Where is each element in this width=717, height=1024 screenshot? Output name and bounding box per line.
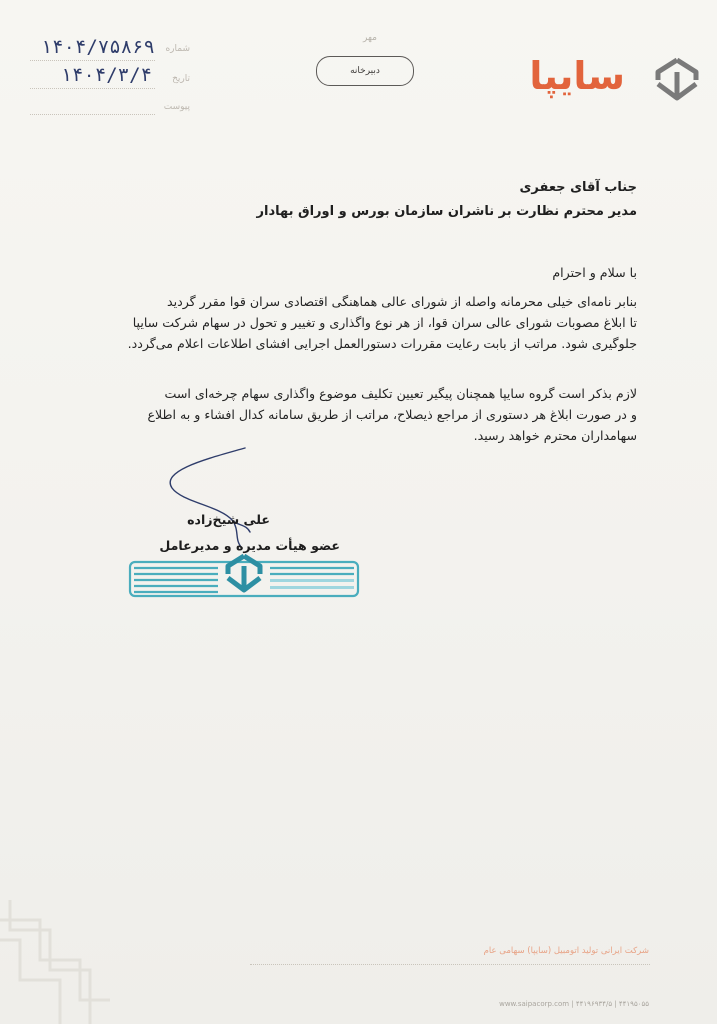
attachment-underline xyxy=(30,114,155,115)
signatory-name: علی شیخ‌زاده xyxy=(187,512,270,527)
letter-number: ۱۴۰۴/۷۵۸۶۹ xyxy=(40,36,155,58)
paragraph-2 xyxy=(57,383,637,446)
letter-date: ۱۴۰۴/۳/۴ xyxy=(60,64,152,86)
company-stamp xyxy=(128,552,360,600)
date-label: تاریخ xyxy=(172,74,190,84)
number-label: شماره xyxy=(165,44,190,54)
seal-caption: مهر xyxy=(363,33,377,43)
company-logo xyxy=(529,48,710,108)
saipa-emblem-icon xyxy=(644,54,710,104)
secretariat-seal: دبیرخانه xyxy=(316,56,414,86)
recipient-title: مدیر محترم نظارت بر ناشران سازمان بورس و اوراق بهادار xyxy=(256,204,637,219)
signatory-title: عضو هیأت مدیره و مدیرعامل xyxy=(159,538,340,553)
ornament-watermark xyxy=(0,900,110,1024)
paragraph-2-line-1: لازم بذکر است گروه سایپا همچنان پیگیر تعیین تکلیف موضوع واگذاری سهام چرخه‌ای است xyxy=(164,386,637,401)
salutation: با سلام و احترام xyxy=(552,265,637,280)
paragraph-1 xyxy=(57,291,637,354)
paragraph-2-line-3: سهامداران محترم خواهد رسید. xyxy=(473,428,637,443)
footer-divider xyxy=(250,964,650,965)
number-underline xyxy=(30,60,155,61)
footer-address: www.saipacorp.com | ۴۴۱۹۶۹۳۴/۵ | ۴۴۱۹۵۰۵۵ xyxy=(499,1000,649,1008)
date-underline xyxy=(30,88,155,89)
paragraph-1-line-2: تا ابلاغ مصوبات شورای عالی سران قوا، از هر نوع واگذاری و تغییر و تحول در سهام شرکت سایپا xyxy=(132,315,637,330)
paragraph-1-line-1: بنابر نامه‌ای خیلی محرمانه واصله از شورای عالی هماهنگی اقتصادی سران قوا مقرر گردید xyxy=(167,294,637,309)
paragraph-1-line-3: جلوگیری شود. مراتب از بابت رعایت مقررات دستورالعمل اجرایی افشای اطلاعات اعلام می‌گردد. xyxy=(127,336,637,351)
recipient-name: جناب آقای جعفری xyxy=(519,180,637,195)
attachment-label: پیوست xyxy=(163,102,190,112)
footer-company-name: شرکت ایرانی تولید اتومبیل (سایپا) سهامی عام xyxy=(483,946,649,956)
paragraph-2-line-2: و در صورت ابلاغ هر دستوری از مراجع ذیصلاح، مراتب از طریق سامانه کدال افشاء و به اطلاع xyxy=(147,407,637,422)
logo-wordmark: سایپا xyxy=(529,54,625,98)
